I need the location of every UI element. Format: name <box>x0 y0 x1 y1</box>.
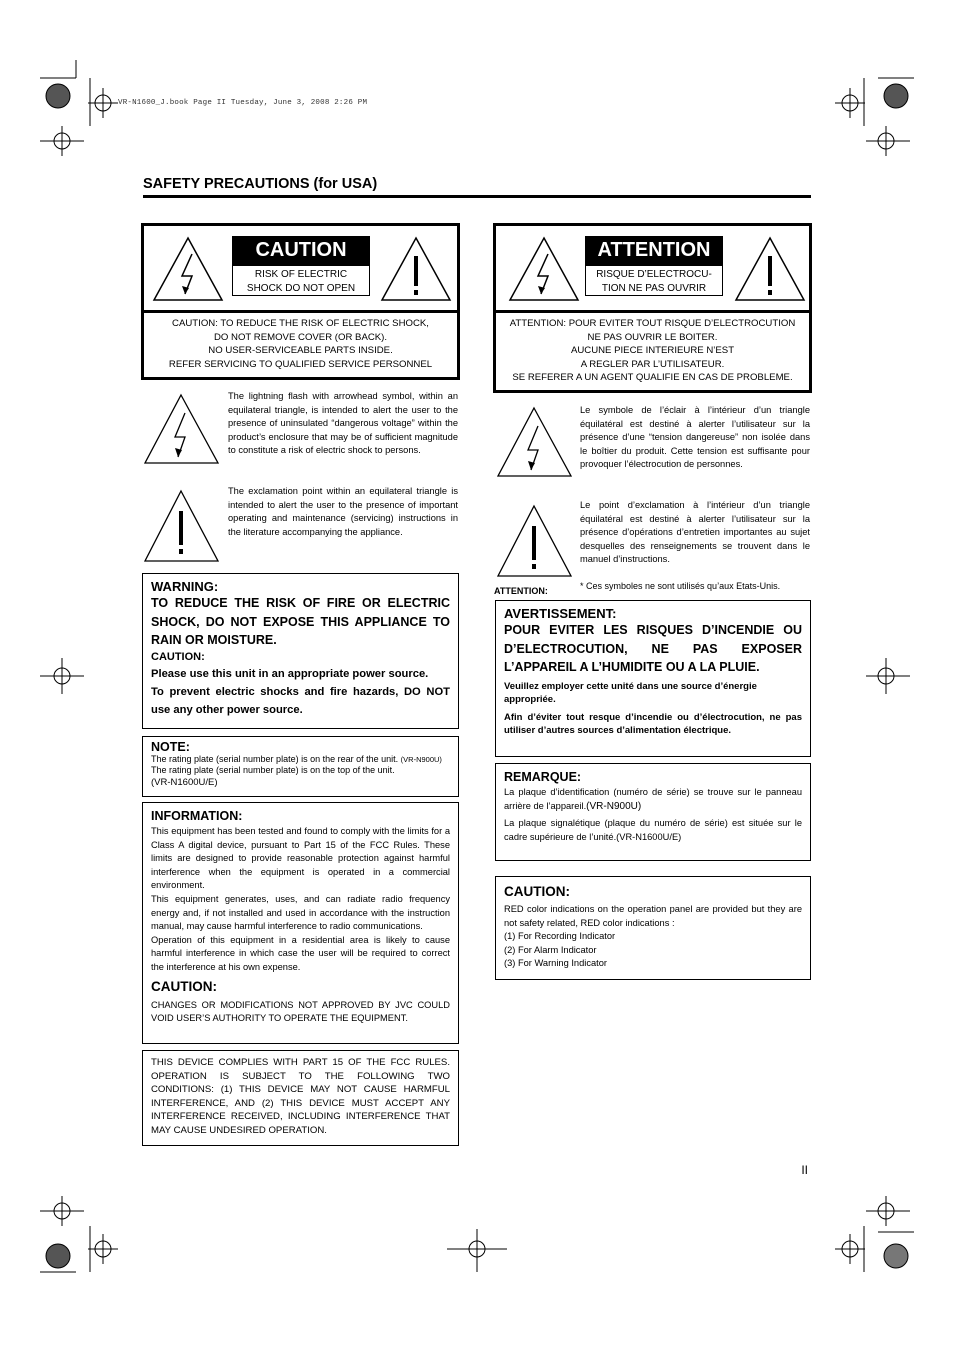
exclamation-triangle-icon <box>143 489 220 563</box>
exclamation-description-fr: Le point d’exclamation à l’intérieur d’un triangle équilatéral est destiné à alerter l’utilisateur sur la présence d’opérations d’entretien importantes au sujet desquelles des renseignements se trouvent dans le manuel d’instructions. <box>580 500 810 565</box>
warning-text: TO REDUCE THE RISK OF FIRE OR ELECTRIC SHOCK, DO NOT EXPOSE THIS APPLIANCE TO RAIN OR MOISTURE. <box>151 596 450 647</box>
fcc-text: THIS DEVICE COMPLIES WITH PART 15 OF THE FCC RULES. OPERATION IS SUBJECT TO THE FOLLOWING TWO CONDITIONS: (1) THIS DEVICE MAY NOT CAUSE HARMFUL INTERFERENCE, AND (2) THIS DEVICE MUST ACCEPT ANY INTERFERENCE RECEIVED, INCLUDING INTERFERENCE THAT MAY CAUSE UNDESIRED OPERATION. <box>151 1057 450 1136</box>
lightning-description: The lightning flash with arrowhead symbol, within an equilateral triangle, is intended to alert the user to the presence of uninsulated “dangerous voltage” within the product’s enclosure that may be of sufficient magnitude to constitute a risk of electric shock to persons. <box>228 391 458 456</box>
lightning-triangle-icon <box>143 393 220 465</box>
information-paragraph-2: This equipment generates, uses, and can radiate radio frequency energy and, if not installed and used in accordance with the instruction manual, may cause harmful interference to radio communications. <box>151 893 450 932</box>
symbols-footnote: * Ces symboles ne sont utilisés qu’aux Etats-Unis. <box>580 581 781 591</box>
remarque-paragraph-1: La plaque d’identification (numéro de série) se trouve sur le panneau arrière de l’appareil.(VR-N900U) <box>504 787 802 812</box>
caution-text: CAUTION: TO REDUCE THE RISK OF ELECTRIC SHOCK, DO NOT REMOVE COVER (OR BACK). NO USER-SERVICEABLE PARTS INSIDE. REFER SERVICING TO QUALIFIED SERVICE PERSONNEL <box>168 318 433 370</box>
attention-label-sub: RISQUE D’ELECTROCU- TION NE PAS OUVRIR <box>585 265 723 296</box>
exclamation-description: The exclamation point within an equilateral triangle is intended to alert the user to the presence of important operating and maintenance (servicing) instructions in the literature accompanying the appliance. <box>228 486 458 537</box>
warning-caution-text-2: To prevent electric shocks and fire hazards, DO NOT use any other power source. <box>151 685 450 716</box>
avertissement-paragraph-1: Veuillez employer cette unité dans une source d’énergie appropriée. <box>504 680 757 705</box>
remarque-box <box>495 763 811 861</box>
caution-box-right <box>495 876 811 980</box>
warning-caution-text-1: Please use this unit in an appropriate power source. <box>151 667 429 680</box>
information-box <box>142 802 459 1044</box>
attention-label <box>585 236 723 296</box>
title-rule <box>143 195 811 198</box>
attention-text: ATTENTION: POUR EVITER TOUT RISQUE D’ELECTROCUTION NE PAS OUVRIR LE BOITER. AUCUNE PIECE INTERIEURE N’EST A REGLER PAR L’UTILISATEUR. SE REFERER A UN AGENT QUALIFIE EN CAS DE PROBLEME. <box>509 318 796 383</box>
print-header: VR-N1600_J.book Page II Tuesday, June 3, 2008 2:26 PM <box>118 99 368 107</box>
information-paragraph-3: Operation of this equipment in a residential area is likely to cause harmful interference in which case the user will be required to correct the interference at his own expense. <box>151 934 450 972</box>
avertissement-paragraph-2: Afin d’éviter tout resque d’incendie ou d’électrocution, ne pas utiliser d’autres sources d’alimentation électrique. <box>504 711 802 736</box>
exclamation-triangle-icon <box>380 236 452 302</box>
attention-small-label: ATTENTION: <box>494 586 548 596</box>
note-line-1: The rating plate (serial number plate) is on the rear of the unit. (VR-N900U) <box>151 754 442 764</box>
caution-right-paragraph: RED color indications on the operation panel are provided but they are not safety related, RED color indications : <box>504 904 802 928</box>
caution-label <box>232 236 370 296</box>
attention-label-title: ATTENTION <box>585 236 723 265</box>
caution-panel <box>141 223 460 380</box>
caution-label-title: CAUTION <box>232 236 370 265</box>
caution-right-item-1: (1) For Recording Indicator <box>504 931 616 942</box>
note-heading: NOTE: <box>151 740 190 754</box>
lightning-triangle-icon <box>496 406 573 478</box>
remarque-heading: REMARQUE: <box>504 770 582 784</box>
exclamation-triangle-icon <box>734 236 806 302</box>
warning-box <box>142 573 459 729</box>
note-line-2: The rating plate (serial number plate) is on the top of the unit. <box>151 765 395 775</box>
exclamation-triangle-icon <box>496 504 573 578</box>
note-box <box>142 736 459 797</box>
avertissement-heading: AVERTISSEMENT: <box>504 606 617 621</box>
avertissement-box <box>495 600 811 757</box>
lightning-triangle-icon <box>508 236 580 302</box>
caution-right-item-2: (2) For Alarm Indicator <box>504 944 597 955</box>
avertissement-text: POUR EVITER LES RISQUES D’INCENDIE OU D’ELECTROCUTION, NE PAS EXPOSER L’APPAREIL A L’HUMIDITE OU A LA PLUIE. <box>504 623 802 674</box>
note-line-3: (VR-N1600U/E) <box>151 777 218 788</box>
panel-divider <box>144 310 457 313</box>
lightning-triangle-icon <box>152 236 224 302</box>
lightning-description-fr: Le symbole de l’éclair à l’intérieur d’un triangle équilatéral est destiné à alerter l’utilisateur sur la présence d’une “tension dangereuse” non isolée dans le boîtier du produit. Cette tension est suffisante pour provoquer l’électrocution de personnes. <box>580 405 810 470</box>
information-caution-heading: CAUTION: <box>151 978 217 994</box>
caution-right-heading: CAUTION: <box>504 884 570 899</box>
information-paragraph-1: This equipment has been tested and found to comply with the limits for a Class A digital device, pursuant to Part 15 of the FCC Rules. These limits are designed to provide reasonable protection against harmful interference when the equipment is operated in a commercial environment. <box>151 826 450 891</box>
caution-label-sub: RISK OF ELECTRIC SHOCK DO NOT OPEN <box>232 265 370 296</box>
warning-caution-heading: CAUTION: <box>151 650 205 663</box>
information-caution-text: CHANGES OR MODIFICATIONS NOT APPROVED BY JVC COULD VOID USER’S AUTHORITY TO OPERATE THE EQUIPMENT. <box>151 999 450 1024</box>
remarque-paragraph-2: La plaque signalétique (plaque du numéro de série) est située sur le cadre supérieure de l’unité.(VR-N1600U/E) <box>504 818 802 842</box>
panel-divider <box>496 310 809 313</box>
fcc-box <box>142 1050 459 1146</box>
attention-panel <box>493 223 812 393</box>
caution-right-item-3: (3) For Warning Indicator <box>504 958 607 969</box>
warning-heading: WARNING: <box>151 579 219 594</box>
information-heading: INFORMATION: <box>151 809 243 823</box>
page-number: II <box>801 1163 808 1177</box>
page-title: SAFETY PRECAUTIONS (for USA) <box>143 176 378 192</box>
